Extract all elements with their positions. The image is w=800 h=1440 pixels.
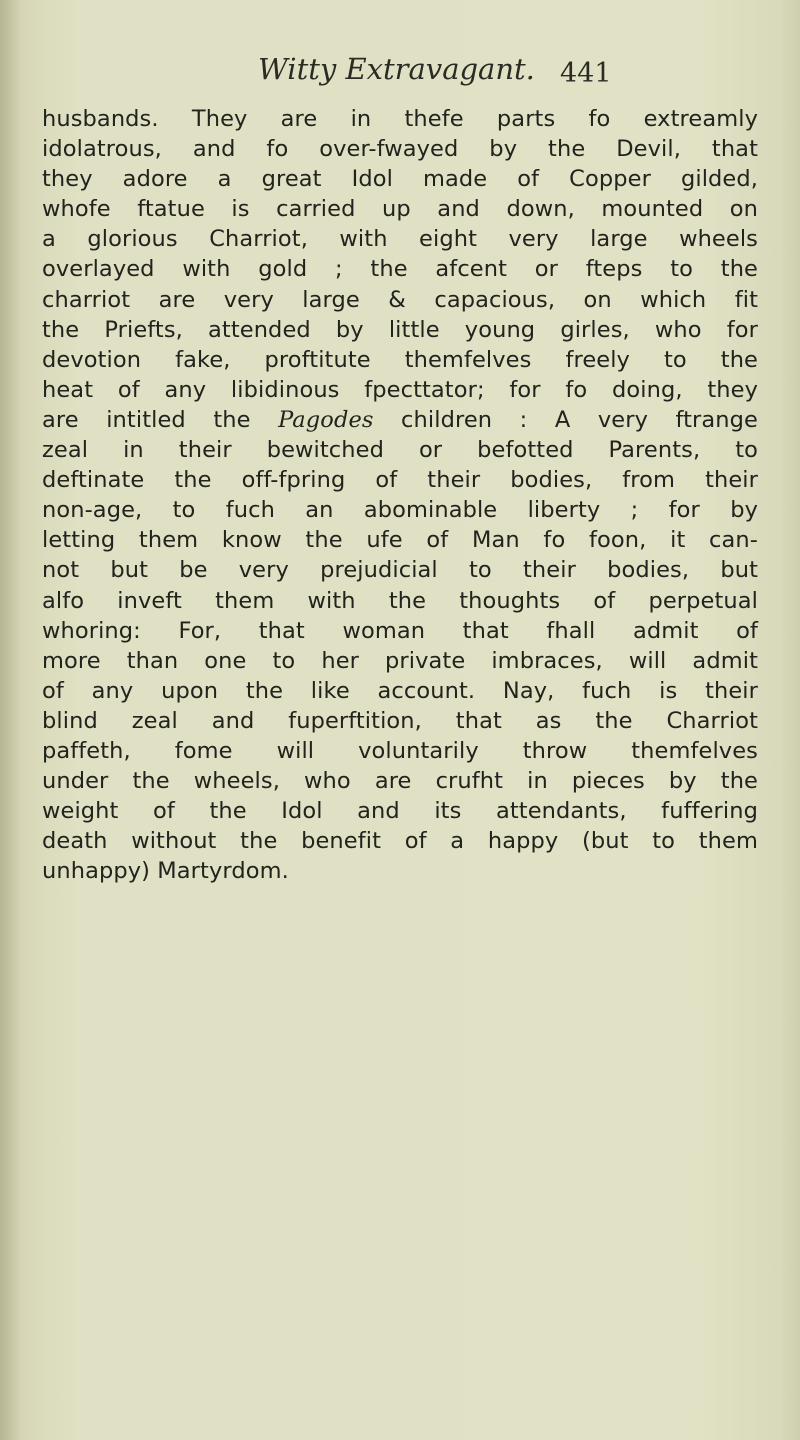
text-line-with-italic [42,405,758,435]
page-number: 441 [560,58,612,89]
text-line: letting them know the ufe of Man fo foon, it can- [42,527,758,554]
text-line: whofe ftatue is carried up and down, mounted on [42,196,758,223]
text-line: a glorious Charriot, with eight very large wheels [42,226,758,253]
text-line: death without the benefit of a happy (but to them [42,828,758,855]
text-line: of any upon the like account. Nay, fuch is their [42,677,758,704]
text-line: under the wheels, who are crufht in pieces by the [42,768,758,795]
text-line: heat of any libidinous fpecttator; for fo doing, they [42,376,758,403]
gutter-shadow [0,0,22,1440]
text-line: husbands. They are in thefe parts fo extreamly [42,106,758,132]
body-text [42,104,758,886]
text-segment: are intitled the [42,406,279,433]
text-line: not but be very prejudicial to their bodies, but [42,557,758,584]
running-head [0,52,800,100]
text-line: overlayed with gold ; the afcent or fteps to the [42,256,758,283]
text-line-last: unhappy) Martyrdom. [42,858,289,885]
text-line: weight of the Idol and its attendants, fuffering [42,798,758,825]
text-line: blind zeal and fuperftition, that as the Charriot [42,707,758,734]
running-head-title: Witty Extravagant. [258,52,535,86]
text-line: alfo inveft them with the thoughts of perpetual [42,587,758,614]
text-line: deftinate the off-fpring of their bodies, from their [42,467,758,494]
text-line: whoring: For, that woman that fhall admit of [42,617,758,644]
text-line: idolatrous, and fo over-fwayed by the Devil, that [42,136,758,163]
text-line: charriot are very large & capacious, on which fit [42,286,758,313]
text-line: the Priefts, attended by little young girles, who for [42,316,758,343]
text-line: more than one to her private imbraces, will admit [42,647,758,674]
text-line: non-age, to fuch an abominable liberty ; for by [42,497,758,524]
italic-word: Pagodes [278,406,374,433]
text-segment: children : A very ftrange [373,406,758,433]
text-line: zeal in their bewitched or befotted Parents, to [42,437,758,464]
text-line: they adore a great Idol made of Copper gilded, [42,166,758,193]
text-line: paffeth, fome will voluntarily throw themfelves [42,737,758,764]
text-line: devotion fake, proftitute themfelves freely to the [42,346,758,373]
